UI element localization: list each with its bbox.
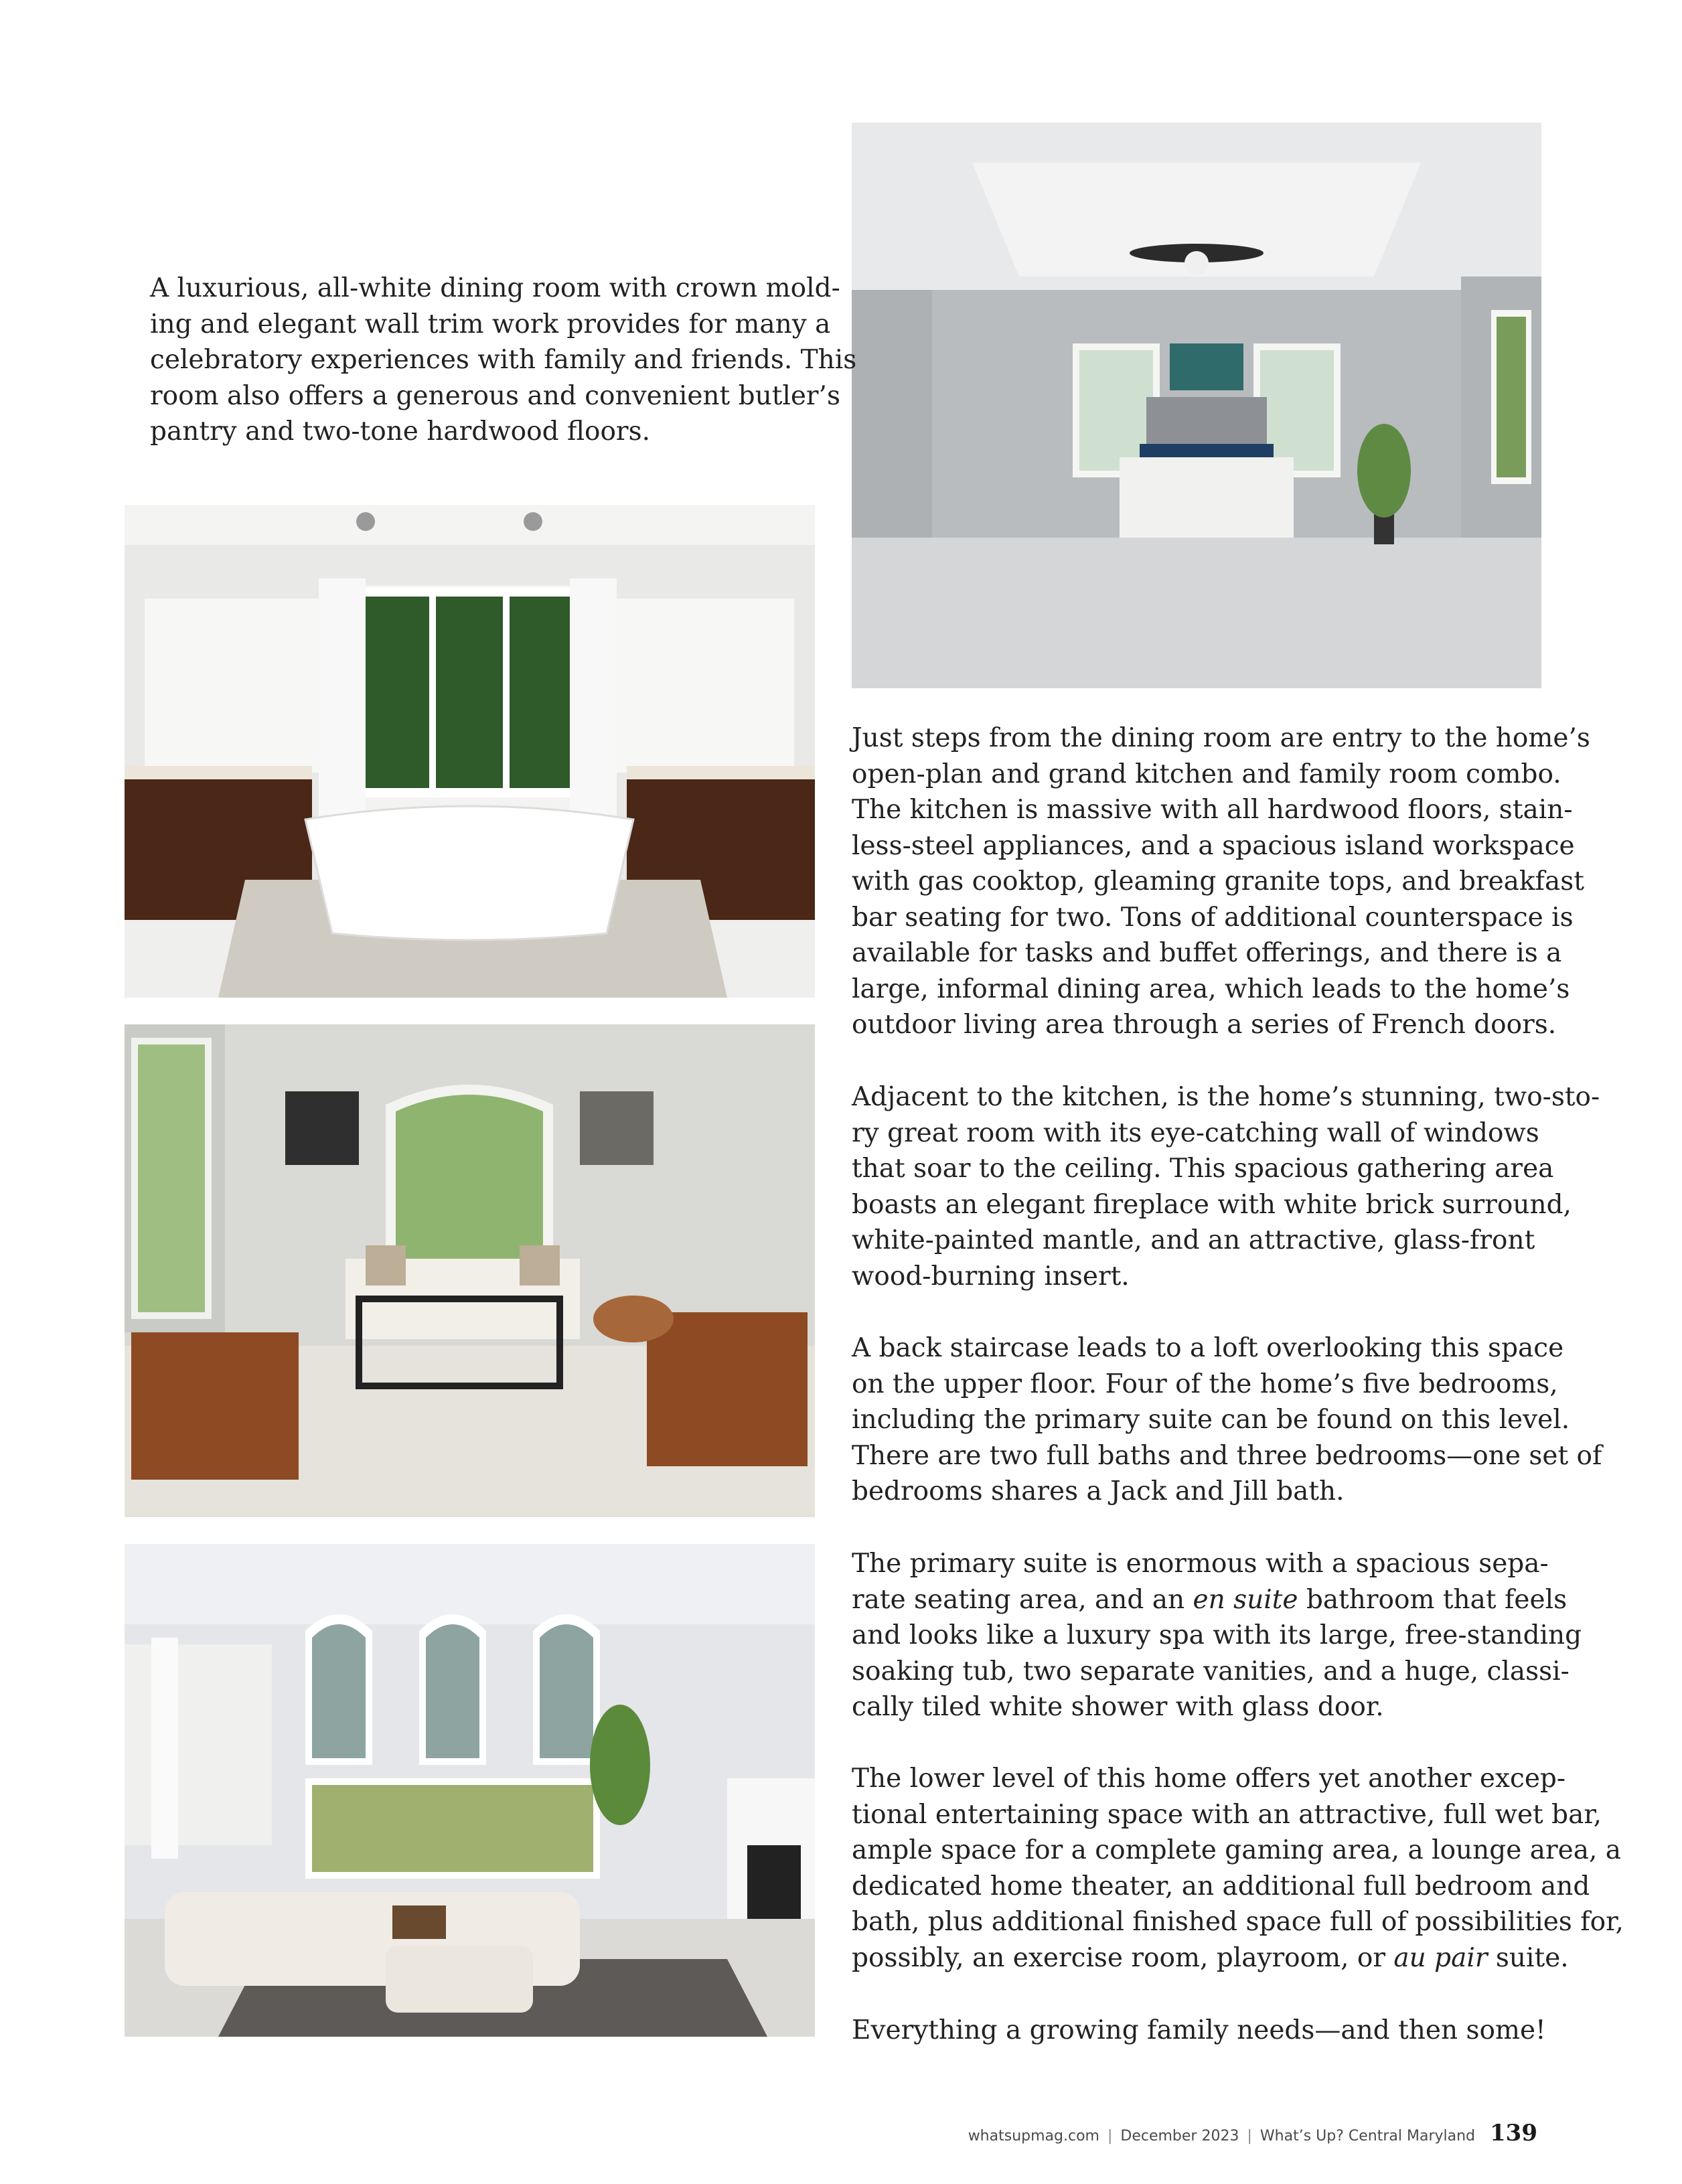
article-paragraph [852,1761,1624,1976]
paragraph-line: There are two full baths and three bedrooms—one set of [852,1440,1602,1471]
paragraph-line: bedrooms shares a Jack and Jill bath. [852,1476,1345,1506]
paragraph-line: on the upper floor. Four of the home’s five bedrooms, [852,1369,1558,1399]
footer-separator: | [1247,2128,1252,2144]
article-paragraph [852,1330,1602,1510]
text-run: rate seating area, and an [852,1584,1193,1615]
text-run: bathroom that feels [1298,1584,1568,1615]
italic-term: en suite [1193,1584,1298,1615]
living-room-photo [125,1544,815,2037]
footer-issue-date: December 2023 [1120,2128,1239,2144]
paragraph-line: that soar to the ceiling. This spacious gathering area [852,1154,1554,1184]
paragraph-line: with gas cooktop, gleaming granite tops, and breakfast [852,866,1584,896]
paragraph-line: white-painted mantle, and an attractive, glass-front [852,1225,1535,1255]
paragraph-line: available for tasks and buffet offerings, and there is a [852,938,1562,968]
paragraph-line: bar seating for two. Tons of additional counterspace is [852,902,1574,933]
paragraph-line [852,1940,1624,1976]
caption-line: A luxurious, all-white dining room with crown mold- [150,273,840,303]
paragraph-line: The lower level of this home offers yet another excep- [852,1764,1566,1794]
footer-website: whatsupmag.com [968,2128,1099,2144]
bedroom-photo [852,123,1541,688]
paragraph-line: including the primary suite can be found on this level. [852,1405,1570,1435]
paragraph-line: outdoor living area through a series of French doors. [852,1010,1557,1040]
paragraph-line: wood-burning insert. [852,1261,1130,1292]
italic-term: au pair [1393,1942,1488,1973]
text-run: possibly, an exercise room, playroom, or [852,1942,1394,1973]
paragraph-line: and looks like a luxury spa with its large, free-standing [852,1620,1582,1650]
paragraph-line: A back staircase leads to a loft overlooking this space [852,1333,1564,1363]
paragraph-line: bath, plus additional finished space full of possibilities for, [852,1907,1624,1937]
paragraph-line: ample space for a complete gaming area, a lounge area, a [852,1835,1621,1865]
page-footer [968,2120,1537,2147]
bathroom-photo [125,505,815,998]
paragraph-line: dedicated home theater, an additional full bedroom and [852,1871,1590,1901]
paragraph-line [852,1582,1582,1618]
paragraph-line: ry great room with its eye-catching wall of windows [852,1117,1539,1148]
footer-publication: What’s Up? Central Maryland [1259,2128,1476,2144]
paragraph-line: boasts an elegant fireplace with white brick surround, [852,1189,1572,1220]
article-paragraph [852,1546,1582,1725]
paragraph-line: Adjacent to the kitchen, is the home’s stunning, two-sto- [852,1082,1600,1112]
article-paragraph [852,1079,1600,1294]
paragraph-line: The primary suite is enormous with a spacious sepa- [852,1549,1549,1579]
caption-line: pantry and two-tone hardwood floors. [150,416,650,447]
paragraph-line: less-steel appliances, and a spacious island workspace [852,830,1575,861]
caption-line: celebratory experiences with family and friends. This [150,345,857,375]
article-closing-line [852,2013,1546,2049]
paragraph-line: cally tiled white shower with glass door. [852,1692,1384,1722]
article-paragraph [852,720,1590,1043]
dining-room-caption [150,270,856,450]
text-run: suite. [1487,1942,1569,1973]
page-number: 139 [1490,2120,1537,2147]
paragraph-line: large, informal dining area, which leads to the home’s [852,973,1570,1004]
paragraph-line: Just steps from the dining room are entry to the home’s [852,723,1590,753]
footer-separator: | [1107,2128,1113,2144]
paragraph-line: tional entertaining space with an attractive, full wet bar, [852,1799,1602,1830]
caption-line: ing and elegant wall trim work provides for many a [150,309,831,339]
paragraph-line: open-plan and grand kitchen and family room combo. [852,759,1561,789]
great-room-photo [125,1024,815,1517]
paragraph-line: The kitchen is massive with all hardwood floors, stain- [852,795,1573,825]
paragraph-line: soaking tub, two separate vanities, and a huge, classi- [852,1656,1570,1687]
caption-line: room also offers a generous and convenient butler’s [150,380,840,411]
paragraph-line: Everything a growing family needs—and then some! [852,2015,1546,2045]
